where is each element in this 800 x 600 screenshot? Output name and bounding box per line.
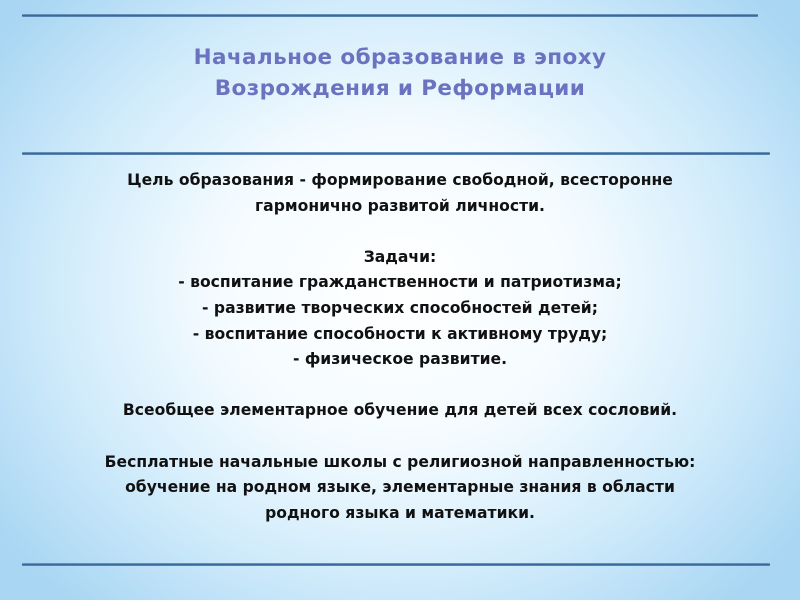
title-divider (22, 152, 770, 155)
spacer (0, 373, 800, 399)
slide-title-line-1: Начальное образование в эпоху (193, 45, 607, 70)
slide-body (0, 168, 800, 526)
slide-title (0, 42, 800, 104)
goal-line-1: Цель образования - формирование свободной, всесторонне (127, 171, 673, 189)
tasks-heading: Задачи: (363, 247, 437, 266)
task-item: - воспитание способности к активному труду; (192, 324, 608, 343)
task-item: - физическое развитие. (292, 350, 508, 369)
universal-education-text: Всеобщее элементарное обучение для детей всех сословий. (122, 401, 678, 420)
slide-title-line-2: Возрождения и Реформации (214, 76, 586, 101)
spacer (0, 424, 800, 450)
free-schools-line-1: Бесплатные начальные школы с религиозной направленностью: (104, 452, 696, 471)
bottom-divider (22, 563, 770, 566)
task-item: - воспитание гражданственности и патриотизма; (178, 273, 622, 292)
top-divider (22, 14, 758, 17)
free-schools-line-3: родного языка и математики. (265, 503, 535, 522)
free-schools-line-2: обучение на родном языке, элементарные знания в области (125, 478, 675, 497)
goal-line-2: гармонично развитой личности. (255, 196, 545, 215)
spacer (0, 219, 800, 245)
task-item: - развитие творческих способностей детей; (202, 298, 598, 317)
